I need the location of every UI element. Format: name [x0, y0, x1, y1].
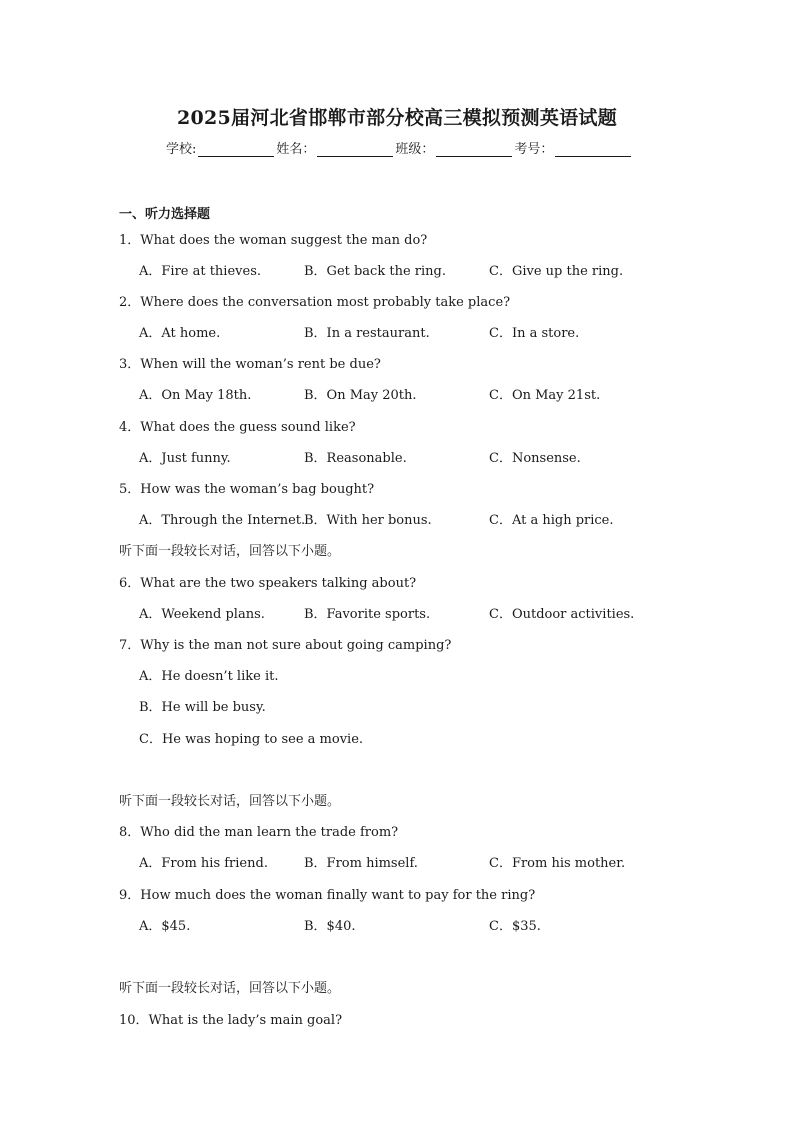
question-2: 2．Where does the conversation most probably take place? — [119, 295, 511, 310]
question-9: 9．How much does the woman finally want to pay for the ring? — [119, 888, 536, 903]
q7-option-a: A．He doesn’t like it. — [139, 669, 279, 684]
q6-option-b: B．Favorite sports. — [304, 607, 431, 622]
exam-title: 2025届河北省邯郸市部分校高三模拟预测英语试题 — [176, 107, 618, 129]
q7-option-c: C．He was hoping to see a movie. — [139, 732, 364, 747]
q2-option-a: A．At home. — [139, 326, 221, 341]
q5-option-b: B．With her bonus. — [304, 513, 432, 528]
section-heading: 一、听力选择题 — [119, 207, 211, 222]
q8-option-b: B．From himself. — [304, 856, 418, 871]
school-blank — [198, 142, 274, 157]
class-blank — [436, 142, 512, 157]
q4-option-c: C．Nonsense. — [489, 451, 581, 466]
q1-option-c: C．Give up the ring. — [489, 264, 624, 279]
question-10: 10．What is the lady’s main goal? — [119, 1013, 343, 1028]
q9-option-a: A．$45. — [139, 919, 191, 934]
q3-option-a: A．On May 18th. — [139, 388, 252, 403]
question-5: 5．How was the woman’s bag bought? — [119, 482, 375, 497]
question-6: 6．What are the two speakers talking about? — [119, 576, 417, 591]
class-label: 班级： — [395, 142, 435, 157]
name-blank — [317, 142, 393, 157]
q3-option-c: C．On May 21st. — [489, 388, 601, 403]
q4-option-b: B．Reasonable. — [304, 451, 407, 466]
q2-option-c: C．In a store. — [489, 326, 580, 341]
name-label: 姓名： — [276, 142, 316, 157]
exam-number-blank — [555, 142, 631, 157]
student-info-row — [166, 138, 633, 157]
question-8: 8．Who did the man learn the trade from? — [119, 825, 399, 840]
q8-option-a: A．From his friend. — [139, 856, 268, 871]
q8-option-c: C．From his mother. — [489, 856, 626, 871]
q7-option-b: B．He will be busy. — [139, 700, 266, 715]
q2-option-b: B．In a restaurant. — [304, 326, 430, 341]
q1-option-b: B．Get back the ring. — [304, 264, 446, 279]
q6-option-c: C．Outdoor activities. — [489, 607, 635, 622]
question-3: 3．When will the woman’s rent be due? — [119, 357, 381, 372]
q1-option-a: A．Fire at thieves. — [139, 264, 262, 279]
q5-option-a: A．Through the Internet. — [139, 513, 306, 528]
listening-instruction-2: 听下面一段较长对话，回答以下小题。 — [119, 794, 341, 809]
question-4: 4．What does the guess sound like? — [119, 420, 356, 435]
exam-number-label: 考号： — [514, 142, 554, 157]
q4-option-a: A．Just funny. — [139, 451, 231, 466]
question-1: 1．What does the woman suggest the man do? — [119, 233, 428, 248]
q9-option-b: B．$40. — [304, 919, 356, 934]
q9-option-c: C．$35. — [489, 919, 541, 934]
school-label: 学校: — [166, 142, 197, 157]
listening-instruction-3: 听下面一段较长对话，回答以下小题。 — [119, 981, 341, 996]
question-7: 7．Why is the man not sure about going camping? — [119, 638, 452, 653]
q5-option-c: C．At a high price. — [489, 513, 614, 528]
q3-option-b: B．On May 20th. — [304, 388, 417, 403]
listening-instruction-1: 听下面一段较长对话，回答以下小题。 — [119, 544, 341, 559]
q6-option-a: A．Weekend plans. — [139, 607, 265, 622]
